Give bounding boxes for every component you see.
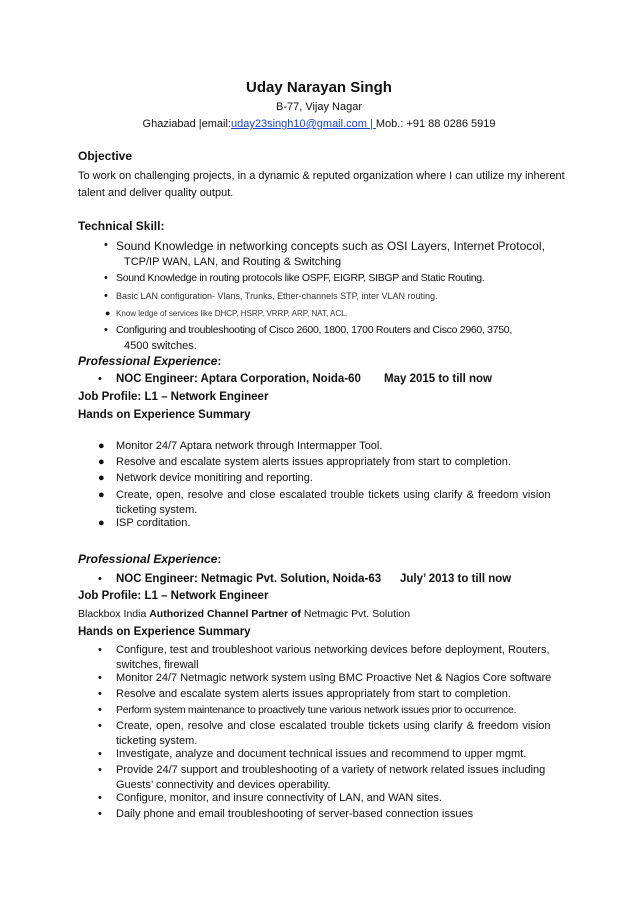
bullet-icon: • [104, 324, 108, 336]
dot-icon: ● [98, 440, 105, 452]
bullet-icon: • [98, 373, 102, 385]
objective-line-2: talent and deliver quality output. [78, 187, 234, 199]
experience-item: Create, open, resolve and close escalated trouble tickets using clarify & freedom vision [116, 720, 551, 732]
experience-item: Resolve and escalate system alerts issues appropriately from start to completion. [116, 688, 511, 700]
skill-item: Basic LAN configuration- Vlans, Trunks, Ether-channels STP, inter VLAN routing. [116, 291, 438, 301]
address-line: B-77, Vijay Nagar [275, 101, 362, 113]
experience-item: Create, open, resolve and close escalated trouble tickets using clarify & freedom vision [116, 489, 551, 501]
bullet-icon: • [98, 808, 102, 820]
bullet-icon: • [104, 239, 108, 251]
bullet-icon: • [104, 290, 108, 302]
bullet-icon: • [98, 672, 102, 684]
skill-item: Configuring and troubleshooting of Cisco 2600, 1800, 1700 Routers and Cisco 2960, 3750, [116, 324, 512, 336]
summary-heading-1: Hands on Experience Summary [78, 409, 251, 421]
experience-item: Monitor 24/7 Netmagic network system using BMC Proactive Net & Nagios Core software [116, 672, 552, 684]
experience-item: Configure, test and troubleshoot various networking devices before deployment, Routers, [116, 644, 550, 656]
experience-heading-2: Professional Experience: [78, 552, 222, 566]
bullet-icon: • [98, 573, 102, 585]
experience-item: Daily phone and email troubleshooting of server-based connection issues [116, 808, 474, 820]
experience-item: Configure, monitor, and insure connectivity of LAN, and WAN sites. [116, 792, 443, 804]
email-link[interactable]: uday23singh10@gmail.com | [231, 118, 376, 130]
experience-item: Resolve and escalate system alerts issues appropriately from start to completion. [116, 456, 511, 468]
partner-line: Blackbox India Authorized Channel Partner of Netmagic Pvt. Solution [78, 608, 411, 620]
role-title-1: NOC Engineer: Aptara Corporation, Noida-60 [116, 373, 361, 385]
role-dates-2: July’ 2013 to till now [400, 573, 512, 585]
experience-item: Perform system maintenance to proactively tune various network issues prior to occurrence. [116, 704, 517, 716]
bullet-icon: • [98, 688, 102, 700]
city-label: Ghaziabad |email: [142, 118, 231, 130]
experience-item: ISP corditation. [116, 517, 191, 529]
experience-item: Monitor 24/7 Aptara network through Intermapper Tool. [116, 440, 383, 452]
experience-item: Guests’ connectivity and devices operability. [116, 779, 331, 791]
summary-heading-2: Hands on Experience Summary [78, 626, 251, 638]
bullet-icon: • [104, 272, 108, 284]
technical-skill-heading: Technical Skill: [78, 219, 165, 233]
skill-item: Sound Knowledge in routing protocols like OSPF, EIGRP, SIBGP and Static Routing. [116, 272, 485, 284]
experience-item: Provide 24/7 support and troubleshooting of a variety of network related issues including [116, 764, 546, 776]
objective-line-1: To work on challenging projects, in a dynamic & reputed organization where I can utilize my inherent [78, 170, 565, 182]
bullet-icon: • [98, 704, 102, 716]
experience-heading-1: Professional Experience: [78, 354, 222, 368]
dot-icon: ● [98, 456, 105, 468]
dot-icon: ● [105, 308, 111, 318]
experience-item: switches, firewall [116, 659, 199, 671]
contact-line [0, 118, 638, 130]
bullet-icon: • [98, 792, 102, 804]
role-dates-1: May 2015 to till now [384, 373, 492, 385]
skill-item: Know ledge of services like DHCP, HSRP, VRRP, ARP, NAT, ACL. [116, 309, 348, 318]
objective-heading: Objective [78, 149, 133, 163]
bullet-icon: • [98, 748, 102, 760]
dot-icon: ● [98, 517, 105, 529]
bullet-icon: • [98, 764, 102, 776]
experience-item: ticketing system. [116, 504, 198, 516]
mobile-text: Mob.: +91 88 0286 5919 [375, 118, 496, 130]
candidate-name: Uday Narayan Singh [246, 79, 392, 96]
job-profile-2: Job Profile: L1 – Network Engineer [78, 590, 269, 602]
skill-item: Sound Knowledge in networking concepts such as OSI Layers, Internet Protocol, [116, 239, 545, 253]
bullet-icon: • [98, 720, 102, 732]
experience-item: Network device monitiring and reporting. [116, 472, 313, 484]
job-profile-1: Job Profile: L1 – Network Engineer [78, 391, 269, 403]
experience-item: ticketing system. [116, 735, 198, 747]
skill-item: TCP/IP WAN, LAN, and Routing & Switching [124, 256, 342, 268]
dot-icon: ● [98, 472, 105, 484]
bullet-icon: • [98, 644, 102, 656]
dot-icon: ● [98, 489, 105, 501]
skill-item: 4500 switches. [124, 340, 197, 352]
experience-item: Investigate, analyze and document technical issues and recommend to upper mgmt. [116, 748, 527, 760]
role-title-2: NOC Engineer: Netmagic Pvt. Solution, Noida-63 [116, 573, 382, 585]
